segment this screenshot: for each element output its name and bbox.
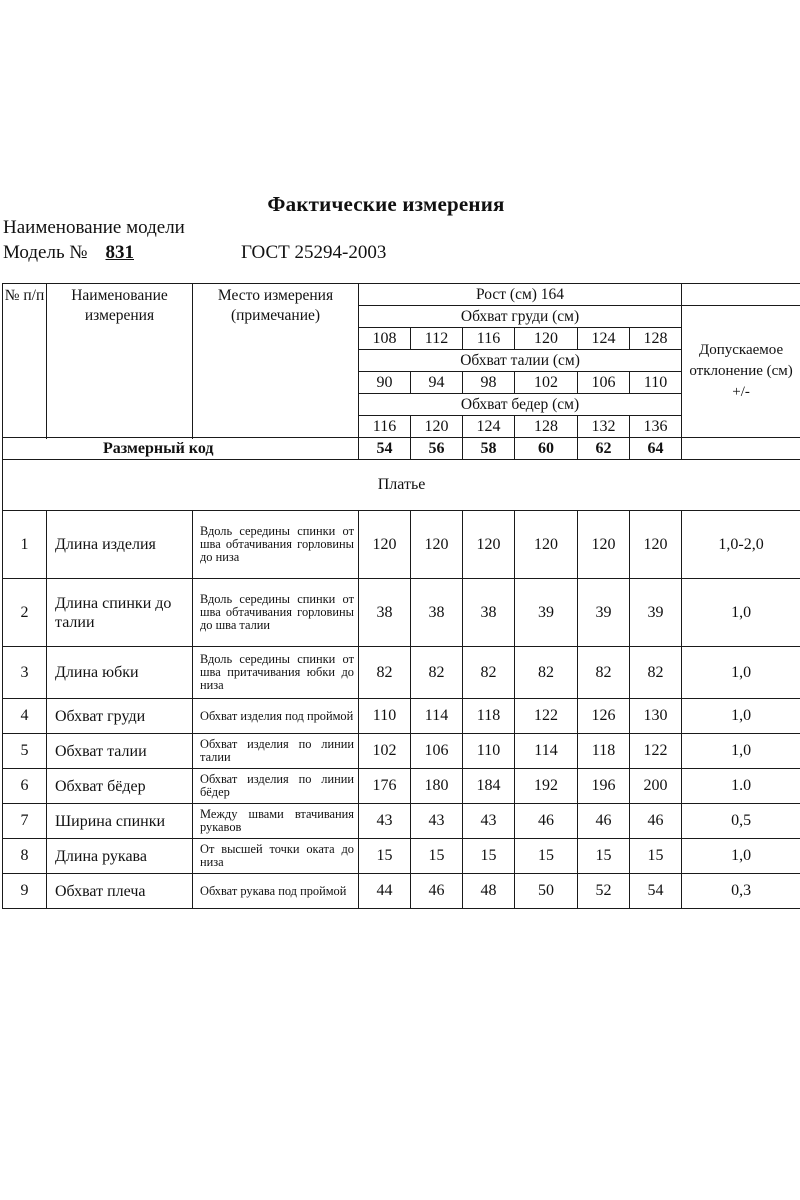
table-row (3, 734, 800, 769)
measure-deviation: 0,5 (682, 804, 800, 839)
measure-value: 15 (515, 839, 578, 874)
measure-deviation: 1,0 (682, 699, 800, 734)
measure-value: 15 (359, 839, 411, 874)
chest-value: 108 (359, 328, 411, 350)
measure-place: От высшей точки оката до низа (193, 839, 359, 874)
measure-place: Обхват изделия по линии бёдер (193, 769, 359, 804)
measure-value: 114 (515, 734, 578, 769)
waist-value: 98 (463, 372, 515, 394)
gost-standard: ГОСТ 25294-2003 (241, 242, 387, 263)
measure-value: 176 (359, 769, 411, 804)
size-code: 64 (630, 438, 682, 460)
model-number-line (3, 242, 148, 264)
measure-value: 39 (515, 579, 578, 647)
waist-value: 94 (411, 372, 463, 394)
measure-place: Обхват рукава под проймой (193, 874, 359, 909)
waist-value: 90 (359, 372, 411, 394)
table-row (3, 647, 800, 699)
chest-value: 112 (411, 328, 463, 350)
measure-value: 82 (359, 647, 411, 699)
measure-name: Длина юбки (47, 647, 193, 699)
measure-place: Вдоль середины спинки от шва обтачивания горловины до низа (193, 511, 359, 579)
measure-value: 200 (630, 769, 682, 804)
table-row (3, 579, 800, 647)
measure-deviation: 0,3 (682, 874, 800, 909)
measure-value: 15 (411, 839, 463, 874)
measure-name: Длина изделия (47, 511, 193, 579)
document-title: Фактические измерения (267, 192, 505, 216)
measure-value: 39 (578, 579, 630, 647)
chest-value: 116 (463, 328, 515, 350)
measurements-table (2, 283, 800, 909)
measure-value: 122 (515, 699, 578, 734)
measure-value: 130 (630, 699, 682, 734)
size-code: 56 (411, 438, 463, 460)
measure-value: 184 (463, 769, 515, 804)
measure-name: Обхват груди (47, 699, 193, 734)
measure-deviation: 1,0 (682, 734, 800, 769)
measure-value: 120 (411, 511, 463, 579)
row-number: 7 (3, 804, 47, 839)
row-number: 1 (3, 511, 47, 579)
hips-value: 116 (359, 416, 411, 438)
model-number: 831 (105, 242, 134, 263)
table-row (3, 769, 800, 804)
hips-value: 136 (630, 416, 682, 438)
measure-value: 38 (463, 579, 515, 647)
table-row (3, 511, 800, 579)
measure-value: 15 (463, 839, 515, 874)
chest-value: 128 (630, 328, 682, 350)
measure-value: 38 (411, 579, 463, 647)
measure-value: 15 (578, 839, 630, 874)
measure-deviation: 1,0 (682, 647, 800, 699)
measure-place: Между швами втачивания рукавов (193, 804, 359, 839)
measure-value: 120 (578, 511, 630, 579)
header-measure-place: Место измерения (примечание) (193, 284, 359, 438)
measure-value: 120 (359, 511, 411, 579)
measure-value: 39 (630, 579, 682, 647)
table-row (3, 874, 800, 909)
row-number: 5 (3, 734, 47, 769)
measure-value: 106 (411, 734, 463, 769)
measure-value: 114 (411, 699, 463, 734)
header-height: Рост (см) 164 (359, 284, 682, 306)
header-chest: Обхват груди (см) (359, 306, 682, 328)
size-code: 60 (515, 438, 578, 460)
measure-deviation: 1,0 (682, 839, 800, 874)
measure-value: 82 (578, 647, 630, 699)
measure-value: 15 (630, 839, 682, 874)
hips-value: 132 (578, 416, 630, 438)
measure-value: 196 (578, 769, 630, 804)
measure-value: 122 (630, 734, 682, 769)
section-title: Платье (3, 460, 800, 511)
measure-value: 43 (411, 804, 463, 839)
measure-name: Обхват плеча (47, 874, 193, 909)
row-number: 9 (3, 874, 47, 909)
row-number: 4 (3, 699, 47, 734)
measure-name: Обхват талии (47, 734, 193, 769)
measure-deviation: 1,0-2,0 (682, 511, 800, 579)
header-hips: Обхват бедер (см) (359, 394, 682, 416)
measure-place: Обхват изделия под проймой (193, 699, 359, 734)
measure-value: 46 (578, 804, 630, 839)
measure-value: 82 (411, 647, 463, 699)
measure-value: 82 (515, 647, 578, 699)
measurement-rows (3, 511, 800, 909)
measure-value: 46 (630, 804, 682, 839)
chest-value: 124 (578, 328, 630, 350)
measure-value: 126 (578, 699, 630, 734)
measure-value: 48 (463, 874, 515, 909)
model-name-label: Наименование модели (3, 217, 185, 238)
measure-name: Длина рукава (47, 839, 193, 874)
measure-value: 82 (463, 647, 515, 699)
header-waist: Обхват талии (см) (359, 350, 682, 372)
measure-value: 82 (630, 647, 682, 699)
measure-value: 102 (359, 734, 411, 769)
measure-value: 44 (359, 874, 411, 909)
row-number: 6 (3, 769, 47, 804)
measure-value: 120 (463, 511, 515, 579)
measure-deviation: 1,0 (682, 579, 800, 647)
measure-value: 118 (578, 734, 630, 769)
model-label: Модель № (3, 242, 88, 263)
measure-value: 43 (463, 804, 515, 839)
measure-name: Длина спинки до талии (47, 579, 193, 647)
row-number: 3 (3, 647, 47, 699)
measure-value: 120 (630, 511, 682, 579)
size-code: 54 (359, 438, 411, 460)
row-number: 8 (3, 839, 47, 874)
measure-value: 110 (359, 699, 411, 734)
measure-value: 52 (578, 874, 630, 909)
measure-value: 46 (515, 804, 578, 839)
waist-value: 102 (515, 372, 578, 394)
measure-value: 43 (359, 804, 411, 839)
measure-value: 110 (463, 734, 515, 769)
chest-value: 120 (515, 328, 578, 350)
measure-place: Вдоль середины спинки от шва обтачивания горловины до шва талии (193, 579, 359, 647)
measure-value: 118 (463, 699, 515, 734)
measure-value: 54 (630, 874, 682, 909)
hips-value: 128 (515, 416, 578, 438)
table-row (3, 839, 800, 874)
measure-name: Ширина спинки (47, 804, 193, 839)
measure-value: 180 (411, 769, 463, 804)
measure-place: Вдоль середины спинки от шва притачивания юбки до низа (193, 647, 359, 699)
hips-value: 120 (411, 416, 463, 438)
size-code: 62 (578, 438, 630, 460)
header-deviation: Допускаемое отклонение (см) +/- (682, 306, 800, 438)
size-code-row (3, 438, 800, 460)
measure-value: 38 (359, 579, 411, 647)
header-number: № п/п (3, 284, 47, 438)
measure-value: 50 (515, 874, 578, 909)
measure-value: 192 (515, 769, 578, 804)
measure-value: 46 (411, 874, 463, 909)
measure-value: 120 (515, 511, 578, 579)
measure-deviation: 1.0 (682, 769, 800, 804)
row-number: 2 (3, 579, 47, 647)
waist-value: 110 (630, 372, 682, 394)
size-code-blank (682, 438, 800, 460)
measure-place: Обхват изделия по линии талии (193, 734, 359, 769)
size-code-label: Размерный код (3, 438, 359, 460)
size-code: 58 (463, 438, 515, 460)
hips-value: 124 (463, 416, 515, 438)
measure-name: Обхват бёдер (47, 769, 193, 804)
waist-value: 106 (578, 372, 630, 394)
table-row (3, 699, 800, 734)
header-blank (682, 284, 800, 306)
header-measure-name: Наименование измерения (47, 284, 193, 438)
table-row (3, 804, 800, 839)
